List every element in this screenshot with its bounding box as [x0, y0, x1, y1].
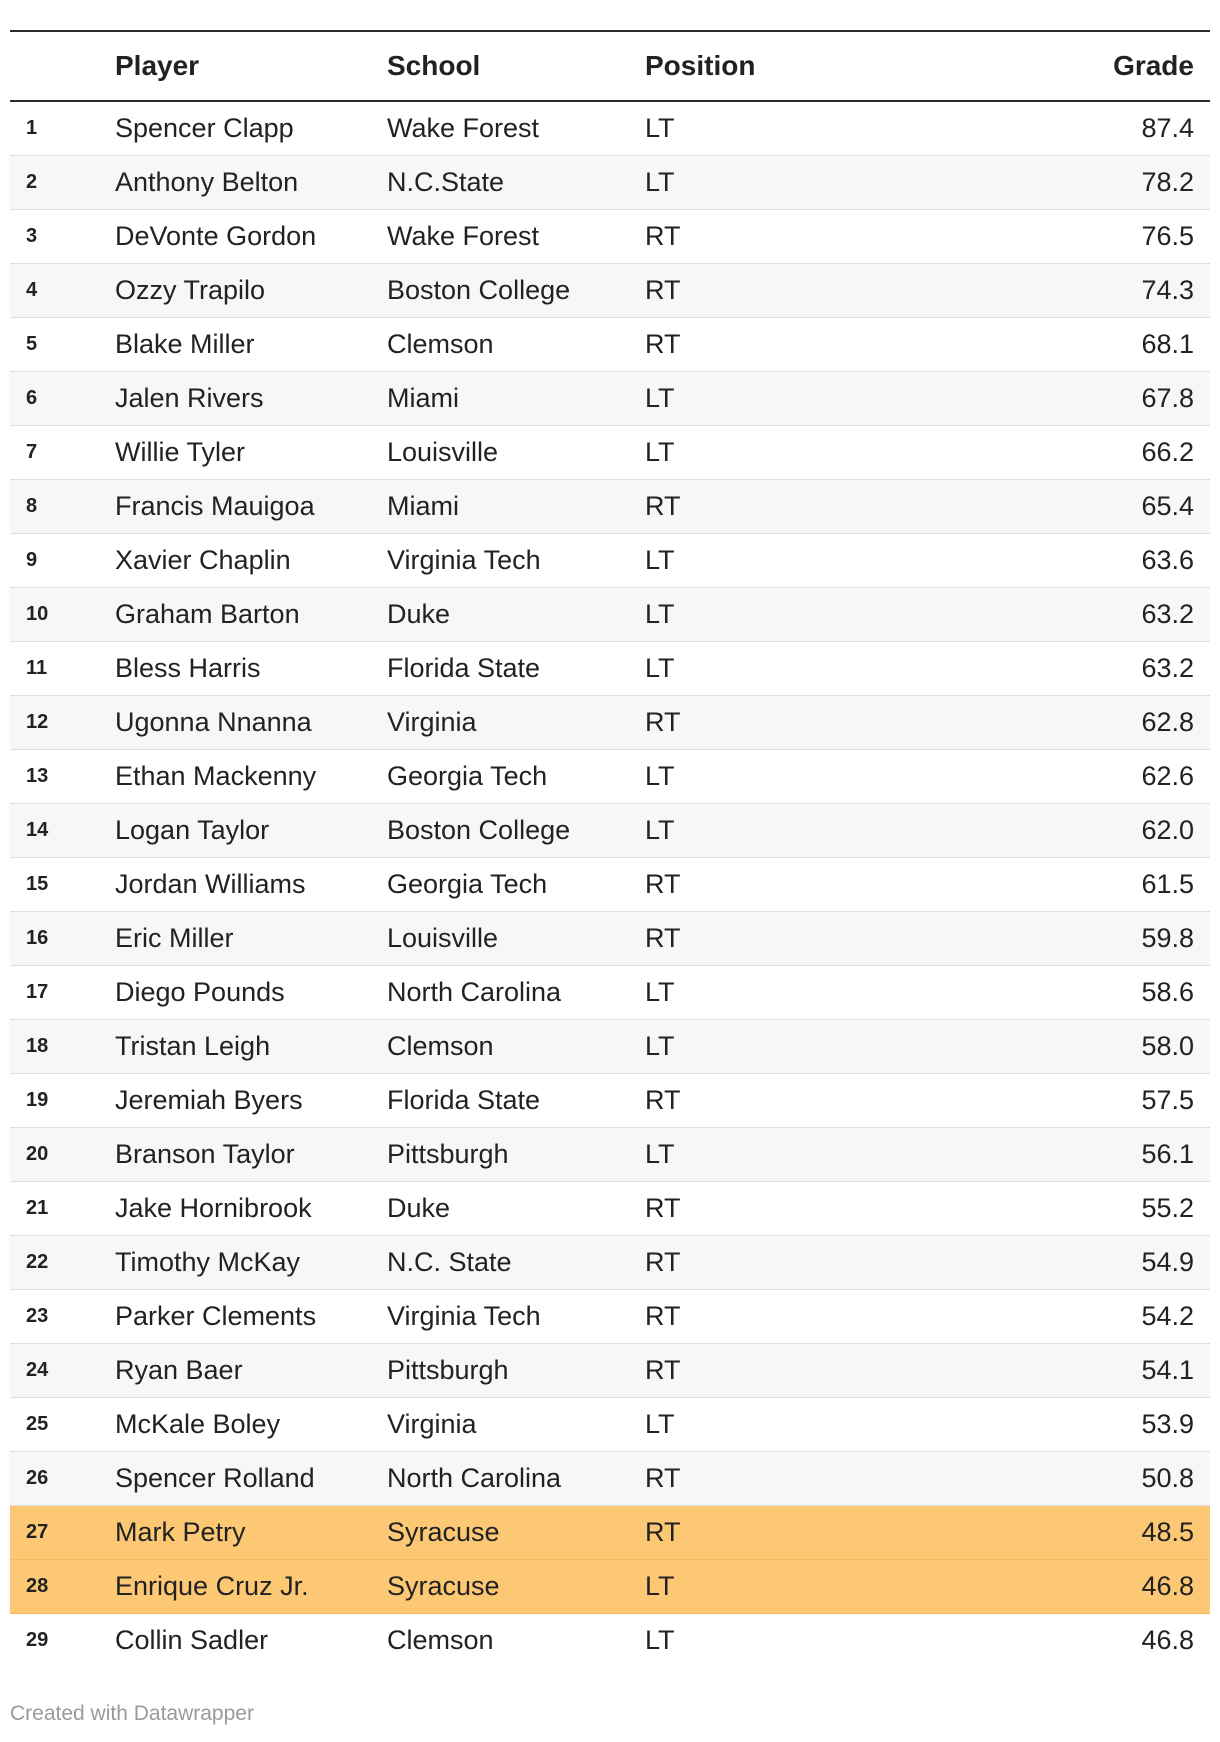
- rank-cell: 29: [26, 1628, 49, 1651]
- grade-cell: 61.5: [945, 857, 1210, 911]
- table-row: [10, 1019, 1210, 1073]
- table-row: [10, 803, 1210, 857]
- header-row: [10, 31, 1210, 101]
- player-cell: Willie Tyler: [115, 425, 387, 479]
- table-row: [10, 749, 1210, 803]
- rank-cell: 27: [10, 1505, 115, 1559]
- school-cell: Boston College: [387, 263, 645, 317]
- position-cell: RT: [645, 1343, 945, 1397]
- player-cell: Ozzy Trapilo: [115, 263, 387, 317]
- rank-cell: 14: [10, 803, 115, 857]
- grade-cell: 62.0: [945, 803, 1210, 857]
- table-row: [10, 317, 1210, 371]
- table-row: [10, 1127, 1210, 1181]
- player-cell: Jalen Rivers: [115, 371, 387, 425]
- grade-cell: 46.8: [945, 1559, 1210, 1613]
- school-cell: Clemson: [387, 317, 645, 371]
- player-cell: Enrique Cruz Jr.: [115, 1559, 387, 1613]
- school-cell: Florida State: [387, 1073, 645, 1127]
- position-cell: RT: [645, 1235, 945, 1289]
- school-cell: Duke: [387, 587, 645, 641]
- player-cell: Ethan Mackenny: [115, 749, 387, 803]
- player-cell: Ryan Baer: [115, 1343, 387, 1397]
- table-row: [10, 263, 1210, 317]
- header-player[interactable]: Player: [115, 31, 387, 101]
- grade-cell: 63.2: [945, 641, 1210, 695]
- school-cell: N.C.State: [387, 155, 645, 209]
- player-cell: Eric Miller: [115, 911, 387, 965]
- grade-cell: 58.6: [945, 965, 1210, 1019]
- table-row: [10, 911, 1210, 965]
- position-cell: RT: [645, 209, 945, 263]
- rank-cell: 13: [10, 749, 115, 803]
- school-cell: Louisville: [387, 911, 645, 965]
- player-cell: Diego Pounds: [115, 965, 387, 1019]
- table-row: [10, 1397, 1210, 1451]
- table-row: [10, 1289, 1210, 1343]
- grade-cell: 63.6: [945, 533, 1210, 587]
- grade-cell: 62.8: [945, 695, 1210, 749]
- rank-cell: 22: [10, 1235, 115, 1289]
- school-cell: Pittsburgh: [387, 1127, 645, 1181]
- position-cell: LT: [645, 371, 945, 425]
- player-cell: Tristan Leigh: [115, 1019, 387, 1073]
- rank-cell: 3: [10, 209, 115, 263]
- grade-cell: 53.9: [945, 1397, 1210, 1451]
- position-cell: RT: [645, 263, 945, 317]
- grade-cell: 58.0: [945, 1019, 1210, 1073]
- school-cell: Wake Forest: [387, 101, 645, 155]
- position-cell: RT: [645, 1073, 945, 1127]
- player-cell: Blake Miller: [115, 317, 387, 371]
- player-cell: Anthony Belton: [115, 155, 387, 209]
- position-cell: RT: [645, 1451, 945, 1505]
- position-cell: RT: [645, 857, 945, 911]
- position-cell: LT: [645, 641, 945, 695]
- grade-cell: 76.5: [945, 209, 1210, 263]
- rank-cell: 19: [10, 1073, 115, 1127]
- school-cell: Virginia Tech: [387, 1289, 645, 1343]
- rank-cell: 26: [10, 1451, 115, 1505]
- position-cell: LT: [645, 1127, 945, 1181]
- rank-cell: 8: [10, 479, 115, 533]
- position-cell: LT: [645, 425, 945, 479]
- position-cell: LT: [645, 1624, 675, 1655]
- table-row-highlighted: [10, 1505, 1210, 1559]
- school-cell: N.C. State: [387, 1235, 645, 1289]
- grade-cell: 57.5: [945, 1073, 1210, 1127]
- table-row: [10, 101, 1210, 155]
- position-cell: RT: [645, 1289, 945, 1343]
- rank-cell: 25: [10, 1397, 115, 1451]
- position-cell: LT: [645, 1559, 945, 1613]
- grade-cell: 54.1: [945, 1343, 1210, 1397]
- player-cell: McKale Boley: [115, 1397, 387, 1451]
- school-cell: Virginia Tech: [387, 533, 645, 587]
- table-row: [10, 425, 1210, 479]
- player-cell: Timothy McKay: [115, 1235, 387, 1289]
- grade-cell: 68.1: [945, 317, 1210, 371]
- rank-cell: 2: [10, 155, 115, 209]
- position-cell: LT: [645, 587, 945, 641]
- player-cell: Jordan Williams: [115, 857, 387, 911]
- table-row: [10, 1181, 1210, 1235]
- grade-cell: 54.2: [945, 1289, 1210, 1343]
- player-cell: Spencer Rolland: [115, 1451, 387, 1505]
- rank-cell: 11: [10, 641, 115, 695]
- player-cell: DeVonte Gordon: [115, 209, 387, 263]
- position-cell: LT: [645, 1019, 945, 1073]
- position-cell: RT: [645, 1181, 945, 1235]
- table-row: [10, 209, 1210, 263]
- school-cell: Duke: [387, 1181, 645, 1235]
- table-row: [10, 155, 1210, 209]
- rank-cell: 20: [10, 1127, 115, 1181]
- header-grade[interactable]: Grade: [945, 31, 1210, 101]
- position-cell: RT: [645, 479, 945, 533]
- position-cell: LT: [645, 101, 945, 155]
- school-cell: Florida State: [387, 641, 645, 695]
- table-row: [10, 1451, 1210, 1505]
- table-row: [10, 1343, 1210, 1397]
- player-cell: Jeremiah Byers: [115, 1073, 387, 1127]
- rank-cell: 18: [10, 1019, 115, 1073]
- grade-cell: 66.2: [945, 425, 1210, 479]
- grades-table: [10, 30, 1210, 1667]
- player-cell: Ugonna Nnanna: [115, 695, 387, 749]
- rank-cell: 12: [10, 695, 115, 749]
- player-cell: Logan Taylor: [115, 803, 387, 857]
- header-school[interactable]: School: [387, 31, 645, 101]
- grade-cell: 55.2: [945, 1181, 1210, 1235]
- player-cell: Francis Mauigoa: [115, 479, 387, 533]
- grade-cell: 65.4: [945, 479, 1210, 533]
- position-cell: LT: [645, 155, 945, 209]
- rank-cell: 23: [10, 1289, 115, 1343]
- grade-cell: 87.4: [945, 101, 1210, 155]
- grade-cell: 78.2: [945, 155, 1210, 209]
- position-cell: RT: [645, 317, 945, 371]
- rank-cell: 15: [10, 857, 115, 911]
- table-row: [10, 1235, 1210, 1289]
- school-cell: Miami: [387, 371, 645, 425]
- grade-cell: 54.9: [945, 1235, 1210, 1289]
- position-cell: LT: [645, 1397, 945, 1451]
- grade-cell: 50.8: [945, 1451, 1210, 1505]
- position-cell: RT: [645, 695, 945, 749]
- rank-cell: 24: [10, 1343, 115, 1397]
- table-row: [10, 695, 1210, 749]
- table-row: [10, 587, 1210, 641]
- table-row: [10, 965, 1210, 1019]
- table-body: [10, 101, 1210, 1667]
- school-cell: North Carolina: [387, 965, 645, 1019]
- player-cell: Branson Taylor: [115, 1127, 387, 1181]
- rank-cell: 17: [10, 965, 115, 1019]
- school-cell: Wake Forest: [387, 209, 645, 263]
- school-cell: Clemson: [387, 1019, 645, 1073]
- player-cell: Parker Clements: [115, 1289, 387, 1343]
- rank-cell: 1: [10, 101, 115, 155]
- position-cell: LT: [645, 965, 945, 1019]
- rank-cell: 4: [10, 263, 115, 317]
- grade-cell: 59.8: [945, 911, 1210, 965]
- school-cell: Virginia: [387, 1397, 645, 1451]
- rank-cell: 21: [10, 1181, 115, 1235]
- school-cell: Boston College: [387, 803, 645, 857]
- player-cell: Spencer Clapp: [115, 101, 387, 155]
- position-cell: LT: [645, 533, 945, 587]
- school-cell: Virginia: [387, 695, 645, 749]
- rank-cell: 10: [10, 587, 115, 641]
- position-cell: RT: [645, 911, 945, 965]
- grade-cell: 62.6: [945, 749, 1210, 803]
- player-cell: Xavier Chaplin: [115, 533, 387, 587]
- grade-cell: 48.5: [945, 1505, 1210, 1559]
- table-row: [10, 533, 1210, 587]
- rank-cell: 28: [10, 1559, 115, 1613]
- header-rank: [10, 31, 115, 101]
- position-cell: RT: [645, 1505, 945, 1559]
- school-cell: Syracuse: [387, 1559, 645, 1613]
- table-row: [10, 857, 1210, 911]
- position-cell: LT: [645, 803, 945, 857]
- table-header: [10, 31, 1210, 101]
- grade-cell: 46.8: [1141, 1624, 1194, 1655]
- table-row: [10, 371, 1210, 425]
- table-row: [10, 641, 1210, 695]
- player-cell: Mark Petry: [115, 1505, 387, 1559]
- rank-cell: 5: [10, 317, 115, 371]
- rank-cell: 9: [10, 533, 115, 587]
- rank-cell: 16: [10, 911, 115, 965]
- grade-cell: 74.3: [945, 263, 1210, 317]
- school-cell: Georgia Tech: [387, 749, 645, 803]
- grade-cell: 56.1: [945, 1127, 1210, 1181]
- grade-cell: 63.2: [945, 587, 1210, 641]
- rank-cell: 6: [10, 371, 115, 425]
- table-row-highlighted: [10, 1559, 1210, 1613]
- school-cell: Georgia Tech: [387, 857, 645, 911]
- school-cell: Clemson: [387, 1624, 494, 1655]
- school-cell: Miami: [387, 479, 645, 533]
- position-cell: LT: [645, 749, 945, 803]
- school-cell: Syracuse: [387, 1505, 645, 1559]
- table-row: [10, 1613, 1210, 1667]
- school-cell: Louisville: [387, 425, 645, 479]
- school-cell: North Carolina: [387, 1451, 645, 1505]
- player-cell: Collin Sadler: [115, 1624, 269, 1655]
- rank-cell: 7: [10, 425, 115, 479]
- player-cell: Bless Harris: [115, 641, 387, 695]
- datawrapper-credit[interactable]: Created with Datawrapper: [10, 1702, 254, 1725]
- header-position[interactable]: Position: [645, 31, 945, 101]
- player-cell: Graham Barton: [115, 587, 387, 641]
- table-row: [10, 479, 1210, 533]
- grade-cell: 67.8: [945, 371, 1210, 425]
- player-cell: Jake Hornibrook: [115, 1181, 387, 1235]
- grades-table-container: [10, 30, 1210, 1667]
- table-row: [10, 1073, 1210, 1127]
- school-cell: Pittsburgh: [387, 1343, 645, 1397]
